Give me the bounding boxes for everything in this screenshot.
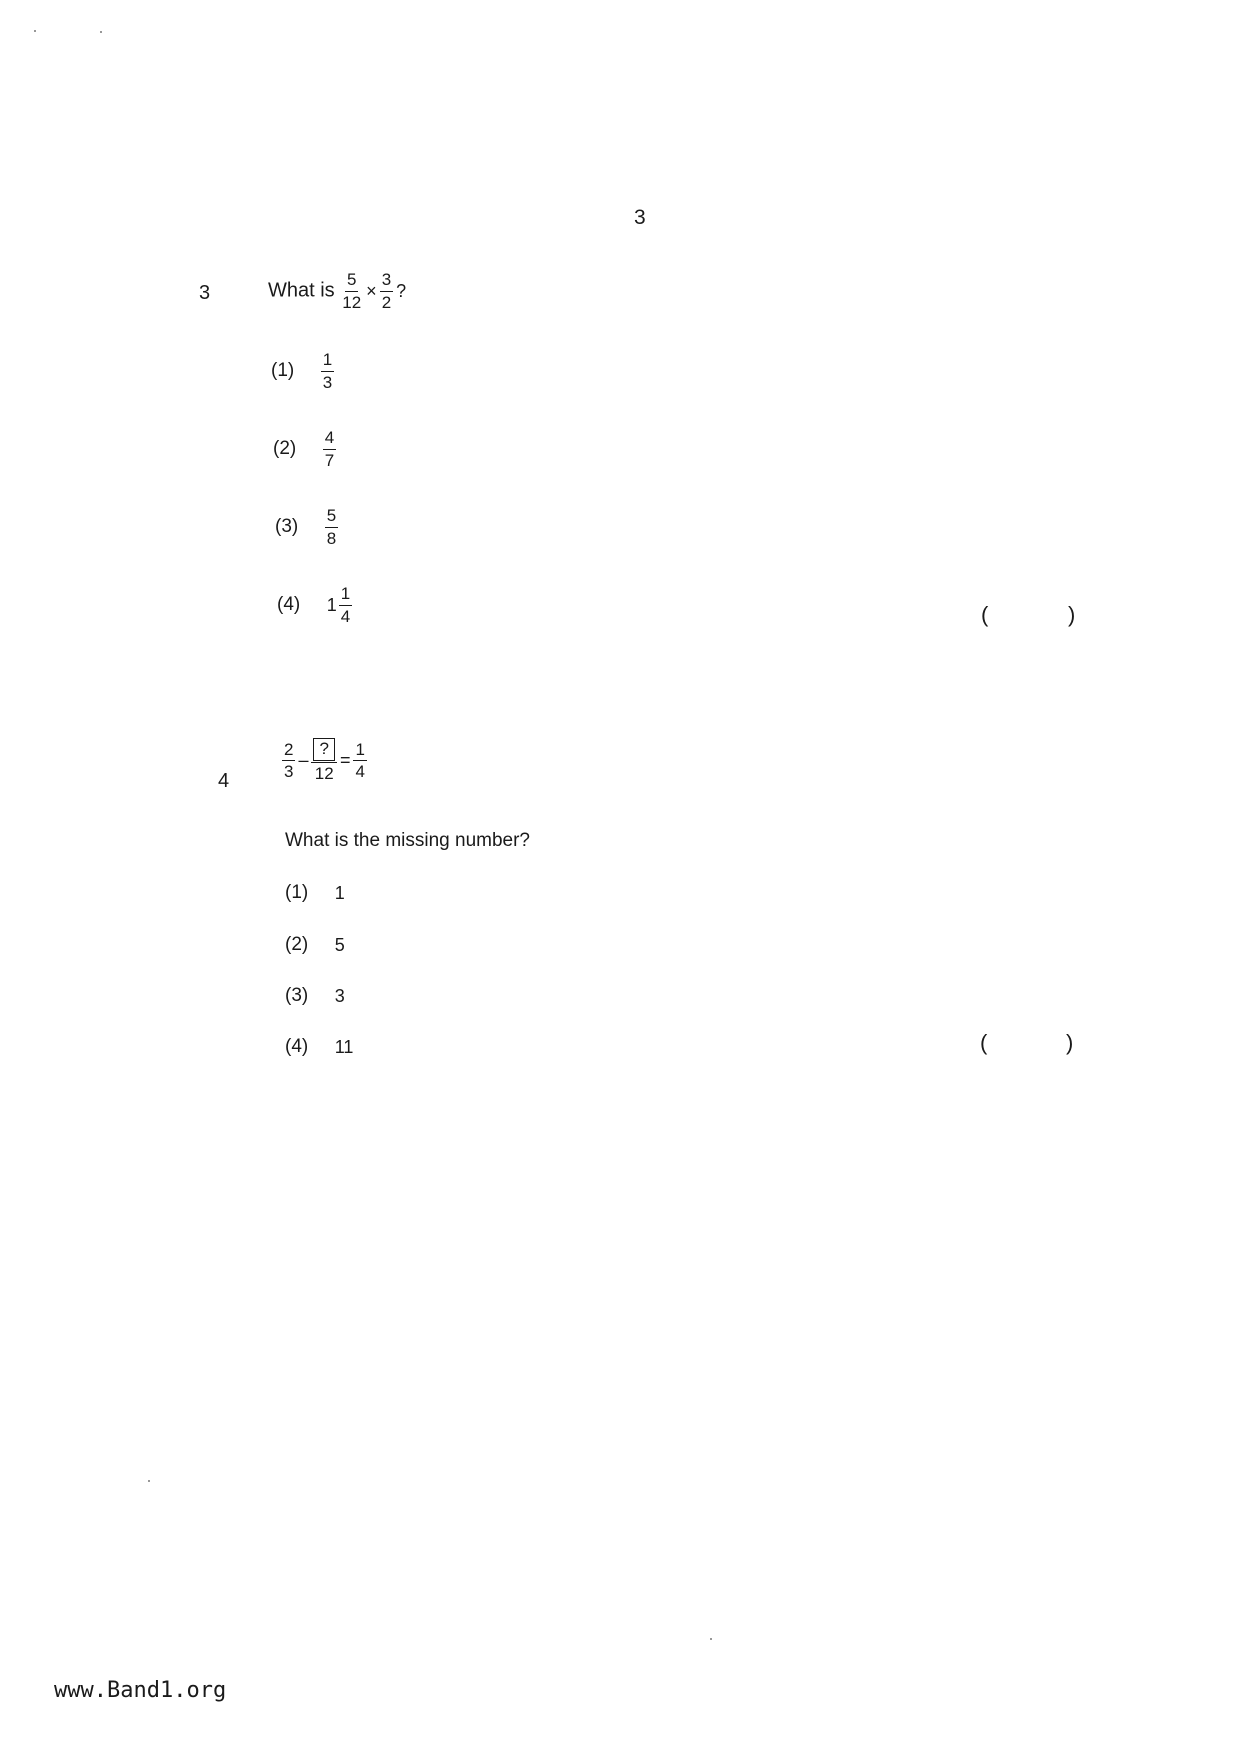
option-value xyxy=(321,350,334,392)
fraction-5-12 xyxy=(340,270,363,312)
question-4-answer-open: ( xyxy=(980,1030,988,1055)
option-value: 1 xyxy=(334,882,345,903)
footer-url: www.Band1.org xyxy=(54,1678,227,1703)
question-3-answer-open: ( xyxy=(981,602,989,627)
option-label: (4) xyxy=(285,1036,309,1057)
mixed-whole: 1 xyxy=(326,594,337,615)
option-label: (3) xyxy=(275,516,299,538)
numerator: 1 xyxy=(321,350,334,372)
denominator: 8 xyxy=(326,528,337,548)
question-4-answer-close: ) xyxy=(1066,1030,1074,1055)
numerator: 5 xyxy=(345,270,358,292)
question-3-option-4[interactable] xyxy=(277,584,352,626)
question-3-stem xyxy=(268,270,409,312)
fraction-1-4 xyxy=(353,740,366,782)
fraction-2-3 xyxy=(282,740,295,782)
equals-sign: = xyxy=(339,750,351,771)
minus-sign: – xyxy=(298,750,309,771)
option-value xyxy=(327,584,352,626)
numerator: 1 xyxy=(339,584,352,606)
numerator: 2 xyxy=(282,740,295,762)
question-4-option-1[interactable] xyxy=(285,882,345,904)
numerator: 1 xyxy=(353,740,366,762)
scan-speck xyxy=(148,1480,150,1482)
option-value: 11 xyxy=(334,1036,354,1057)
option-value xyxy=(325,506,338,548)
numerator: 4 xyxy=(323,428,336,450)
question-4-answer-box[interactable] xyxy=(1004,1030,1064,1060)
page-number: 3 xyxy=(634,206,646,229)
option-value xyxy=(323,428,336,470)
option-label: (2) xyxy=(285,934,309,955)
question-3-answer-close: ) xyxy=(1068,602,1076,627)
missing-number-box: ? xyxy=(313,738,334,761)
numerator: 3 xyxy=(380,270,393,292)
option-value: 3 xyxy=(334,985,345,1006)
question-3-option-3[interactable] xyxy=(275,506,338,548)
question-3-option-2[interactable] xyxy=(273,428,336,470)
option-value: 5 xyxy=(334,934,345,955)
numerator xyxy=(311,738,336,763)
option-label: (1) xyxy=(285,882,309,903)
denominator: 12 xyxy=(314,763,334,783)
question-3-answer-box[interactable] xyxy=(1004,602,1064,632)
fraction-3-2 xyxy=(380,270,393,312)
question-4-stem: What is the missing number? xyxy=(285,830,530,851)
scan-speck xyxy=(34,30,36,32)
denominator: 4 xyxy=(355,762,365,782)
question-3-stem-text: What is xyxy=(268,279,335,302)
numerator: 5 xyxy=(325,506,338,528)
question-4-option-4[interactable] xyxy=(285,1036,353,1058)
denominator: 12 xyxy=(342,292,362,312)
question-4-option-3[interactable] xyxy=(285,985,345,1007)
question-4-option-2[interactable] xyxy=(285,934,345,956)
denominator: 3 xyxy=(284,762,294,782)
denominator: 2 xyxy=(381,292,392,312)
fraction-missing-over-12 xyxy=(311,738,336,783)
denominator: 7 xyxy=(324,450,335,470)
option-label: (2) xyxy=(273,438,297,460)
option-label: (4) xyxy=(277,594,301,616)
scan-speck xyxy=(710,1638,712,1640)
question-4-expression xyxy=(282,738,367,783)
scan-speck xyxy=(100,31,102,33)
question-3-number: 3 xyxy=(199,282,211,304)
option-label: (1) xyxy=(271,360,295,382)
question-mark: ? xyxy=(396,280,407,301)
denominator: 3 xyxy=(322,372,333,392)
times-sign: × xyxy=(366,280,377,301)
denominator: 4 xyxy=(340,606,351,626)
option-label: (3) xyxy=(285,985,309,1006)
question-4-number: 4 xyxy=(218,770,230,792)
question-3-option-1[interactable] xyxy=(271,350,334,392)
